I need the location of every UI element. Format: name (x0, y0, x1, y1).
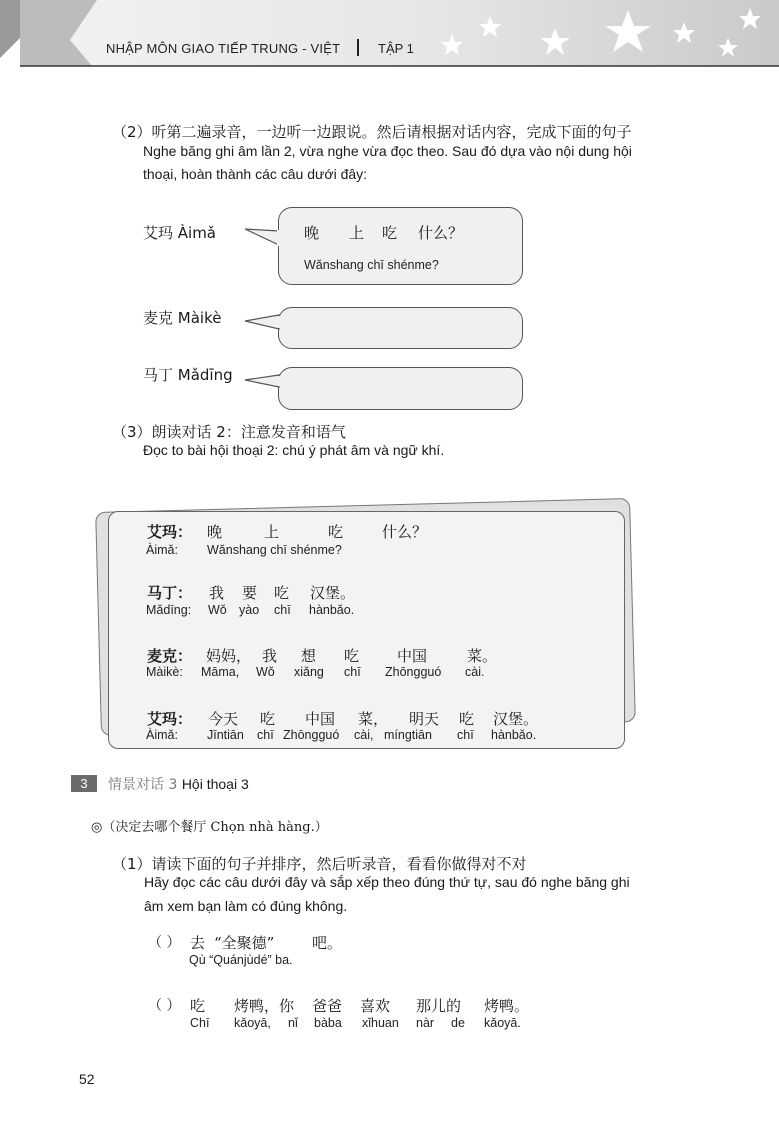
item-pinyin: nàr (416, 1016, 435, 1030)
dialogue-hanzi: 吃 (328, 523, 344, 541)
dialogue-hanzi: 吃 (344, 647, 360, 665)
item-hanzi: 烤鸭。 (484, 997, 530, 1015)
dialogue-pinyin-speaker: Mǎdīng: (146, 603, 192, 617)
dialogue-pinyin: hànbǎo. (491, 728, 537, 742)
item-hanzi: 吧。 (312, 934, 343, 952)
dialogue-pinyin: chī (257, 728, 274, 742)
dialogue-hanzi: 今天 (208, 710, 239, 728)
dialogue-hanzi: 吃 (459, 710, 475, 728)
speaker-maike: 麦克 Màikè (143, 309, 222, 327)
section-number-badge: 3 (71, 775, 97, 792)
ordering-item (148, 932, 548, 972)
dialogue-speaker: 马丁： (147, 584, 193, 602)
dialogue-pinyin: chī (344, 665, 361, 679)
exercise-2-instruction-vi-line1: Nghe băng ghi âm lần 2, vừa nghe vừa đọc theo. Sau đó dựa vào nội dung hội (143, 143, 632, 159)
section-title (108, 774, 249, 794)
dialogue-pinyin: Wǒ (208, 603, 227, 617)
item-hanzi: 去 (190, 934, 206, 952)
dialogue-pinyin: míngtiān (384, 728, 432, 742)
dialogue-pinyin: chī (274, 603, 291, 617)
dialogue-hanzi: 我 (262, 647, 278, 665)
dialogue-pinyin: Jīntiān (207, 728, 244, 742)
ordering-item (148, 995, 568, 1035)
dialogue-hanzi: 妈妈， (206, 647, 252, 665)
bubble-hanzi: 上 (349, 224, 365, 242)
dialogue-hanzi: 中国 (305, 710, 336, 728)
speaker-mading: 马丁 Mǎdīng (143, 366, 233, 384)
dialogue-hanzi: 上 (264, 523, 280, 541)
bubble-hanzi: 晚 (304, 224, 320, 242)
answer-bubble-maike[interactable] (278, 307, 523, 349)
item-hanzi: 烤鸭，你 (234, 997, 295, 1015)
answer-bubble-mading[interactable] (278, 367, 523, 410)
page-number: 52 (79, 1071, 95, 1087)
dialogue-pinyin: xiǎng (294, 665, 324, 679)
dialogue-hanzi: 中国 (397, 647, 428, 665)
dialogue-pinyin: cài. (465, 665, 485, 679)
dialogue-hanzi: 我 (209, 584, 225, 602)
item-pinyin: kǎoyā, (234, 1016, 271, 1030)
dialogue-hanzi: 想 (301, 647, 317, 665)
dialogue-pinyin: Zhōngguó (385, 665, 442, 679)
dialogue-pinyin-speaker: Àimǎ: (146, 543, 178, 557)
dialogue-hanzi: 吃 (260, 710, 276, 728)
dialogue-pinyin: Wǒ (256, 665, 275, 679)
dialogue-speaker: 艾玛： (147, 523, 193, 541)
book-title: NHẬP MÔN GIAO TIẾP TRUNG - VIỆT (106, 41, 341, 56)
dialogue-pinyin: Zhōngguó (283, 728, 340, 742)
item-pinyin: bàba (314, 1016, 342, 1030)
dialogue-pinyin: Māma, (201, 665, 240, 679)
bubble-hanzi: 吃 (382, 224, 398, 242)
dialogue-hanzi: 要 (242, 584, 258, 602)
dialogue-hanzi: 什么？ (382, 523, 428, 541)
dialogue-speaker: 麦克： (147, 647, 193, 665)
item-pinyin: xǐhuan (362, 1016, 399, 1030)
dialogue-hanzi: 菜。 (467, 647, 498, 665)
dialogue-pinyin: cài, (354, 728, 374, 742)
item-hanzi: “全聚德” (214, 934, 275, 952)
header-banner (0, 0, 779, 68)
item-pinyin: de (451, 1016, 465, 1030)
item-hanzi: 吃 (190, 997, 206, 1015)
order-blank[interactable]: （ ） (148, 935, 181, 951)
item-hanzi: 爸爸 (312, 997, 343, 1015)
exercise-3-instruction-vi: Đọc to bài hội thoại 2: chú ý phát âm và ngữ khí. (143, 442, 445, 458)
volume-label: TẬP 1 (378, 41, 414, 56)
item-pinyin: nǐ (288, 1016, 298, 1030)
dialogue-hanzi: 汉堡。 (310, 584, 356, 602)
dialogue-pinyin: hànbǎo. (309, 603, 355, 617)
speaker-aima: 艾玛 Àimǎ (143, 224, 217, 242)
section-title-vi: Hội thoại 3 (181, 776, 249, 792)
bubble-tails (240, 215, 285, 405)
dialogue-hanzi: 汉堡。 (493, 710, 539, 728)
exercise-1-instruction-vi-line1: Hãy đọc các câu dưới đây và sắp xếp theo đúng thứ tự, sau đó nghe băng ghi (144, 874, 630, 890)
dialogue-hanzi: 吃 (274, 584, 290, 602)
item-pinyin: Qù “Quánjùdé” ba. (189, 953, 293, 967)
order-blank[interactable]: （ ） (148, 998, 181, 1014)
exercise-2-instruction-vi-line2: thoại, hoàn thành các câu dưới đây: (143, 166, 368, 182)
dialogue-pinyin-speaker: Màikè: (146, 665, 183, 679)
exercise-3-instruction-cn: （3）朗读对话 2：注意发音和语气 (112, 423, 346, 441)
item-hanzi: 喜欢 (360, 997, 391, 1015)
section-context: ◎（决定去哪个餐厅 Chọn nhà hàng.） (91, 820, 328, 835)
dialogue-hanzi: 晚 (207, 523, 223, 541)
exercise-2-instruction-cn: （2）听第二遍录音，一边听一边跟说。然后请根据对话内容，完成下面的句子 (112, 123, 632, 141)
dialogue-pinyin: Wǎnshang chī shénme? (207, 543, 342, 557)
dialogue-speaker: 艾玛： (147, 710, 193, 728)
header-divider (357, 39, 359, 56)
dialogue-hanzi: 明天 (409, 710, 440, 728)
item-pinyin: kǎoyā. (484, 1016, 521, 1030)
item-pinyin: Chī (190, 1016, 210, 1030)
exercise-1-instruction-vi-line2: âm xem bạn làm có đúng không. (144, 898, 348, 914)
dialogue-card (108, 511, 625, 749)
bubble-pinyin: Wǎnshang chī shénme? (304, 258, 439, 272)
bubble-hanzi: 什么？ (418, 224, 464, 242)
section-title-cn: 情景对话 3 (108, 777, 178, 793)
dialogue-pinyin-speaker: Àimǎ: (146, 728, 178, 742)
item-hanzi: 那儿的 (416, 997, 462, 1015)
exercise-1-instruction-cn: （1）请读下面的句子并排序，然后听录音，看看你做得对不对 (112, 855, 527, 873)
dialogue-pinyin: yào (239, 603, 260, 617)
dialogue-pinyin: chī (457, 728, 474, 742)
dialogue-hanzi: 菜， (358, 710, 389, 728)
speech-bubble-aima (278, 207, 523, 285)
